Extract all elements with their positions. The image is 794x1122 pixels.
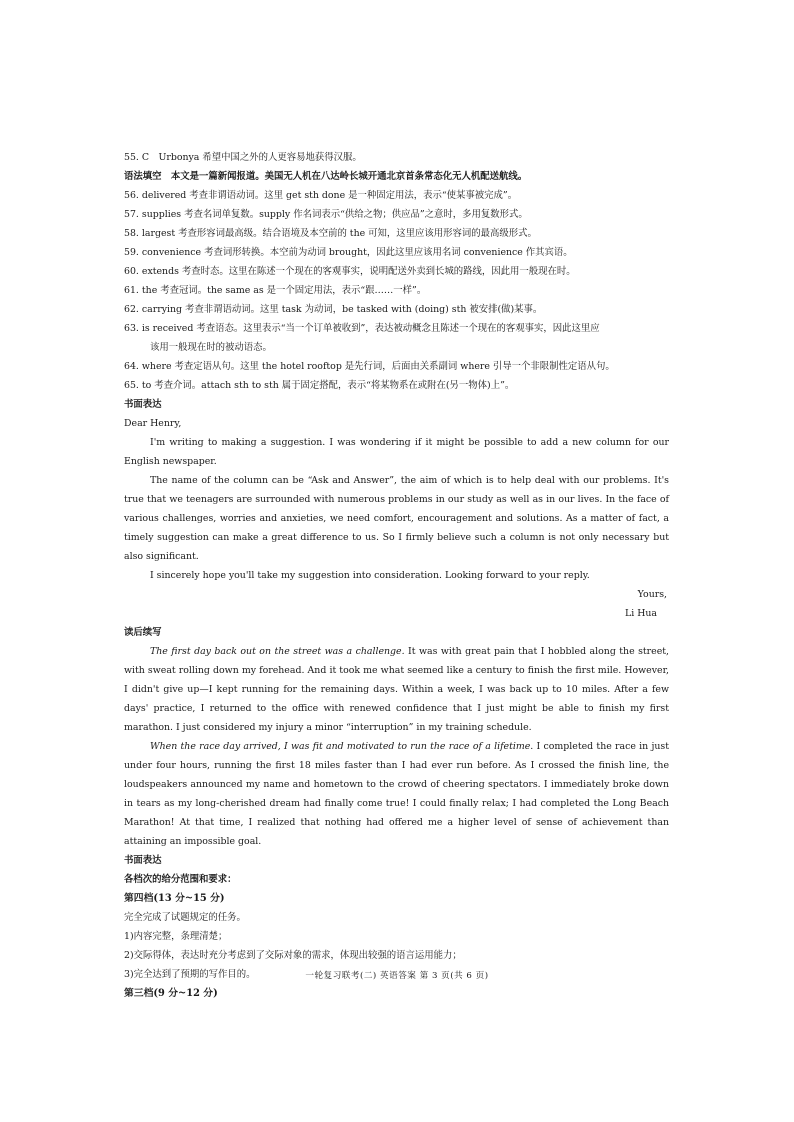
document-body [124, 148, 669, 1003]
continuation-section-heading: 读后续写 [124, 627, 162, 638]
grammar-section-heading: 语法填空 本文是一篇新闻报道。美国无人机在八达岭长城开通北京首条常态化无人机配送航线。 [124, 171, 528, 182]
letter-paragraph-1: I'm writing to making a suggestion. I was wondering if it might be possible to add a new column for our English newspaper. [124, 437, 669, 467]
grade-3-title: 第三档(9 分~12 分) [124, 988, 218, 999]
answer-63: 63. is received 考查语态。这里表示“当一个订单被收到”，表达被动概念且陈述一个现在的客观事实，因此这里应 [124, 323, 600, 334]
grade-4-title: 第四档(13 分~15 分) [124, 893, 225, 904]
scoring-intro: 各档次的给分范围和要求： [124, 874, 237, 885]
answer-63-continued: 该用一般现在时的被动语态。 [150, 342, 272, 353]
answer-61: 61. the 考查冠词。the same as 是一个固定用法，表示“跟……一样”。 [124, 285, 427, 296]
answer-65: 65. to 考查介词。attach sth to sth 属于固定搭配，表示“将某物系在或附在(另一物体)上”。 [124, 380, 515, 391]
writing-section-heading: 书面表达 [124, 399, 162, 410]
letter-paragraph-2: The name of the column can be “Ask and Answer”, the aim of which is to help deal with our problems. It's true that we teenagers are surrounded with numerous problems in our study as well as in our lives. In the face of various challenges, worries and anxieties, we need comfort, encouragement and solutions. As a matter of fact, a timely suggestion can make a great difference to us. So I firmly believe such a column is not only necessary but also significant. [124, 475, 669, 562]
answer-59: 59. convenience 考查词形转换。本空前为动词 brought，因此这里应该用名词 convenience 作其宾语。 [124, 247, 573, 258]
letter-closing: Yours, [637, 589, 667, 600]
continuation-p1-opening: The first day back out on the street was a challenge. [150, 646, 405, 657]
grade-4-point-3: 3)完全达到了预期的写作目的。 [124, 969, 256, 980]
answer-57: 57. supplies 考查名词单复数。supply 作名词表示“供给之物；供应品”之意时，多用复数形式。 [124, 209, 528, 220]
answer-62: 62. carrying 考查非谓语动词。这里 task 为动词，be tasked with (doing) sth 被安排(做)某事。 [124, 304, 543, 315]
continuation-p2-opening: When the race day arrived, I was fit and motivated to run the race of a lifetime. [150, 741, 534, 752]
continuation-paragraph-1 [124, 642, 669, 737]
page-footer: 一轮复习联考(二) 英语答案 第 3 页(共 6 页) [305, 971, 489, 981]
answer-58: 58. largest 考查形容词最高级。结合语境及本空前的 the 可知，这里应该用形容词的最高级形式。 [124, 228, 537, 239]
grade-4-point-2: 2)交际得体，表达时充分考虑到了交际对象的需求，体现出较强的语言运用能力； [124, 950, 462, 961]
grade-4-point-1: 1)内容完整，条理清楚； [124, 931, 228, 942]
letter-signature: Li Hua [624, 608, 657, 619]
answer-55: 55. C Urbonya 希望中国之外的人更容易地获得汉服。 [124, 152, 362, 163]
continuation-paragraph-2 [124, 737, 669, 851]
grade-4-summary: 完全完成了试题规定的任务。 [124, 912, 246, 923]
answer-56: 56. delivered 考查非谓语动词。这里 get sth done 是一种固定用法，表示“使某事被完成”。 [124, 190, 518, 201]
answer-64: 64. where 考查定语从句。这里 the hotel rooftop 是先行词，后面由关系副词 where 引导一个非限制性定语从句。 [124, 361, 615, 372]
continuation-p2-body: I completed the race in just under four hours, running the first 18 miles faster than I had ever run before. As I crossed the finish line, the loudspeakers announced my name and hometown to the crowd of cheering spectators. I immediately broke down in tears as my long-cherished dream had finally come true! I could finally relax; I had completed the Long Beach Marathon! At that time, I realized that nothing had offered me a higher level of sense of achievement than attaining an impossible goal. [124, 741, 669, 847]
letter-paragraph-3: I sincerely hope you'll take my suggestion into consideration. Looking forward to your reply. [150, 570, 590, 581]
continuation-p1-body: It was with great pain that I hobbled along the street, with sweat rolling down my forehead. And it took me what seemed like a century to finish the first mile. However, I didn't give up—I kept running for the remaining days. Within a week, I was back up to 10 miles. After a few days' practice, I returned to the office with renewed confidence that I just might be able to finish my first marathon. I just considered my injury a minor “interruption” in my training schedule. [124, 646, 669, 733]
letter-greeting: Dear Henry, [124, 418, 182, 429]
scoring-section-heading: 书面表达 [124, 855, 162, 866]
answer-60: 60. extends 考查时态。这里在陈述一个现在的客观事实，说明配送外卖到长城的路线，因此用一般现在时。 [124, 266, 576, 277]
